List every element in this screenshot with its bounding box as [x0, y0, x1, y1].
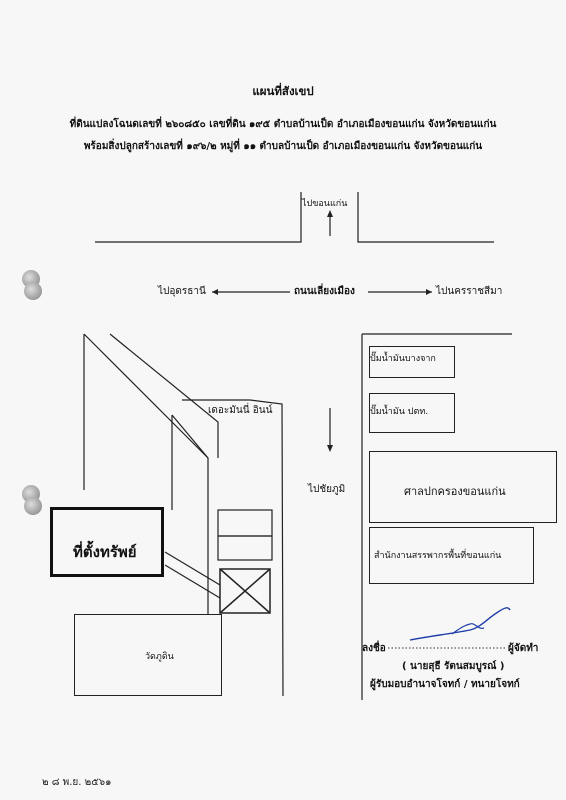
administrative-court-label: ศาลปกครองขอนแก่น	[404, 485, 506, 498]
document-subtitle-building: พร้อมสิ่งปลูกสร้างเลขที่ ๑๙๖/๒ หมู่ที่ ๑๑ ตำบลบ้านเป็ด อำเภอเมืองขอนแก่น จังหวัดขอนแก่น	[83, 141, 483, 152]
property-location-label: ที่ตั้งทรัพย์	[73, 543, 137, 561]
signer-authority: ผู้รับมอบอำนาจโจทก์ / ทนายโจทก์	[370, 679, 520, 690]
label-to-udon: ไปอุดรธานี	[158, 286, 206, 297]
ptt-station-label: ปั๊มน้ำมัน ปตท.	[370, 407, 429, 417]
signer-role: ผู้จัดทำ	[508, 643, 539, 654]
landmark-bangchak-station	[369, 346, 455, 378]
bangchak-station-label: ปั๊มน้ำมันบางจาก	[370, 354, 436, 364]
landmark-revenue-office	[369, 527, 534, 584]
label-bypass-road: ถนนเลี่ยงเมือง	[294, 286, 355, 297]
landmark-administrative-court	[369, 451, 557, 523]
sign-label: ลงชื่อ	[362, 643, 386, 654]
footer-date: ๒ ๘ พ.ย. ๒๕๖๑	[42, 777, 112, 788]
landmark-wat-phu-din	[74, 614, 222, 696]
landmark-ptt-station	[369, 393, 455, 433]
landmark-money-inn	[200, 400, 280, 420]
property-location-box	[50, 507, 164, 577]
label-to-korat: ไปนครราชสีมา	[436, 286, 503, 297]
money-inn-label: เดอะมันนี่ อินน์	[208, 405, 273, 416]
wat-phu-din-label: วัดภูดิน	[145, 652, 174, 662]
label-to-chaiyaphum: ไปชัยภูมิ	[308, 484, 346, 495]
revenue-office-label: สำนักงานสรรพากรพื้นที่ขอนแก่น	[374, 551, 502, 561]
document-title: แผนที่สังเขป	[252, 84, 314, 98]
signer-name: ( นายสุธี รัตนสมบูรณ์ )	[402, 661, 505, 672]
label-to-khonkaen: ไปขอนแก่น	[302, 199, 348, 209]
document-subtitle-land: ที่ดินแปลงโฉนดเลขที่ ๒๖๐๘๕๐ เลขที่ดิน ๑๙๕ ตำบลบ้านเป็ด อำเภอเมืองขอนแก่น จังหวัดขอนแก่น	[69, 119, 497, 130]
